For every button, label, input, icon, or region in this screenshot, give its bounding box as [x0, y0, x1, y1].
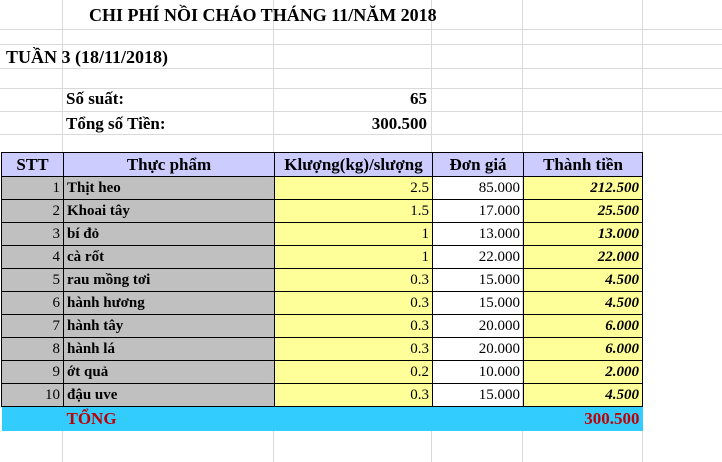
row-amount[interactable]: 22.000 [524, 246, 643, 269]
header-unit-price[interactable]: Đơn giá [433, 153, 524, 177]
cost-table [1, 152, 643, 431]
row-item[interactable]: bí đỏ [64, 223, 275, 246]
row-item[interactable]: hành hương [64, 292, 275, 315]
table-row [2, 246, 643, 269]
header-amount[interactable]: Thành tiền [524, 153, 643, 177]
table-row [2, 384, 643, 407]
row-item[interactable]: Thịt heo [64, 177, 275, 200]
row-qty[interactable]: 1 [275, 223, 433, 246]
row-price[interactable]: 15.000 [433, 384, 524, 407]
row-stt[interactable]: 4 [2, 246, 64, 269]
row-stt[interactable]: 7 [2, 315, 64, 338]
row-amount[interactable]: 6.000 [524, 315, 643, 338]
row-amount[interactable]: 4.500 [524, 269, 643, 292]
row-qty[interactable]: 0.3 [275, 269, 433, 292]
table-row [2, 361, 643, 384]
row-qty[interactable]: 0.3 [275, 292, 433, 315]
row-item[interactable]: đậu uve [64, 384, 275, 407]
total-blank-cell[interactable] [2, 407, 64, 432]
total-money-value: 300.500 [371, 114, 427, 133]
row-amount[interactable]: 212.500 [524, 177, 643, 200]
row-price[interactable]: 17.000 [433, 200, 524, 223]
table-header-row [2, 153, 643, 177]
table-row [2, 200, 643, 223]
row-stt[interactable]: 10 [2, 384, 64, 407]
table-row [2, 177, 643, 200]
row-price[interactable]: 13.000 [433, 223, 524, 246]
row-amount[interactable]: 13.000 [524, 223, 643, 246]
row-stt[interactable]: 9 [2, 361, 64, 384]
row-qty[interactable]: 2.5 [275, 177, 433, 200]
total-blank-cell[interactable] [433, 407, 524, 432]
row-item[interactable]: Khoai tây [64, 200, 275, 223]
row-amount[interactable]: 4.500 [524, 292, 643, 315]
row-price[interactable]: 15.000 [433, 269, 524, 292]
sheet-title: CHI PHÍ NỒI CHÁO THÁNG 11/NĂM 2018 [89, 5, 437, 25]
portions-label: Số suất: [66, 89, 125, 108]
row-qty[interactable]: 1 [275, 246, 433, 269]
row-price[interactable]: 15.000 [433, 292, 524, 315]
table-row [2, 223, 643, 246]
row-item[interactable]: hành lá [64, 338, 275, 361]
total-money-label: Tổng số Tiền: [66, 114, 166, 133]
row-amount[interactable]: 25.500 [524, 200, 643, 223]
portions-value: 65 [410, 89, 427, 108]
row-stt[interactable]: 6 [2, 292, 64, 315]
row-qty[interactable]: 1.5 [275, 200, 433, 223]
row-qty[interactable]: 0.3 [275, 338, 433, 361]
row-stt[interactable]: 2 [2, 200, 64, 223]
total-row [2, 407, 643, 432]
row-price[interactable]: 10.000 [433, 361, 524, 384]
row-price[interactable]: 20.000 [433, 338, 524, 361]
header-quantity[interactable]: Klượng(kg)/slượng [275, 153, 433, 177]
row-amount[interactable]: 2.000 [524, 361, 643, 384]
row-price[interactable]: 22.000 [433, 246, 524, 269]
row-item[interactable]: hành tây [64, 315, 275, 338]
total-value[interactable]: 300.500 [524, 407, 643, 432]
total-blank-cell[interactable] [275, 407, 433, 432]
row-amount[interactable]: 4.500 [524, 384, 643, 407]
row-price[interactable]: 20.000 [433, 315, 524, 338]
row-item[interactable]: cà rốt [64, 246, 275, 269]
table-row [2, 292, 643, 315]
row-stt[interactable]: 8 [2, 338, 64, 361]
row-stt[interactable]: 1 [2, 177, 64, 200]
total-label[interactable]: TỔNG [64, 407, 275, 432]
row-item[interactable]: ớt quả [64, 361, 275, 384]
row-amount[interactable]: 6.000 [524, 338, 643, 361]
header-stt[interactable]: STT [2, 153, 64, 177]
row-qty[interactable]: 0.3 [275, 315, 433, 338]
header-food[interactable]: Thực phẩm [64, 153, 275, 177]
row-stt[interactable]: 3 [2, 223, 64, 246]
table-row [2, 315, 643, 338]
row-price[interactable]: 85.000 [433, 177, 524, 200]
row-qty[interactable]: 0.2 [275, 361, 433, 384]
row-qty[interactable]: 0.3 [275, 384, 433, 407]
row-stt[interactable]: 5 [2, 269, 64, 292]
row-item[interactable]: rau mồng tơi [64, 269, 275, 292]
week-label: TUẦN 3 (18/11/2018) [6, 47, 168, 67]
table-row [2, 269, 643, 292]
table-row [2, 338, 643, 361]
